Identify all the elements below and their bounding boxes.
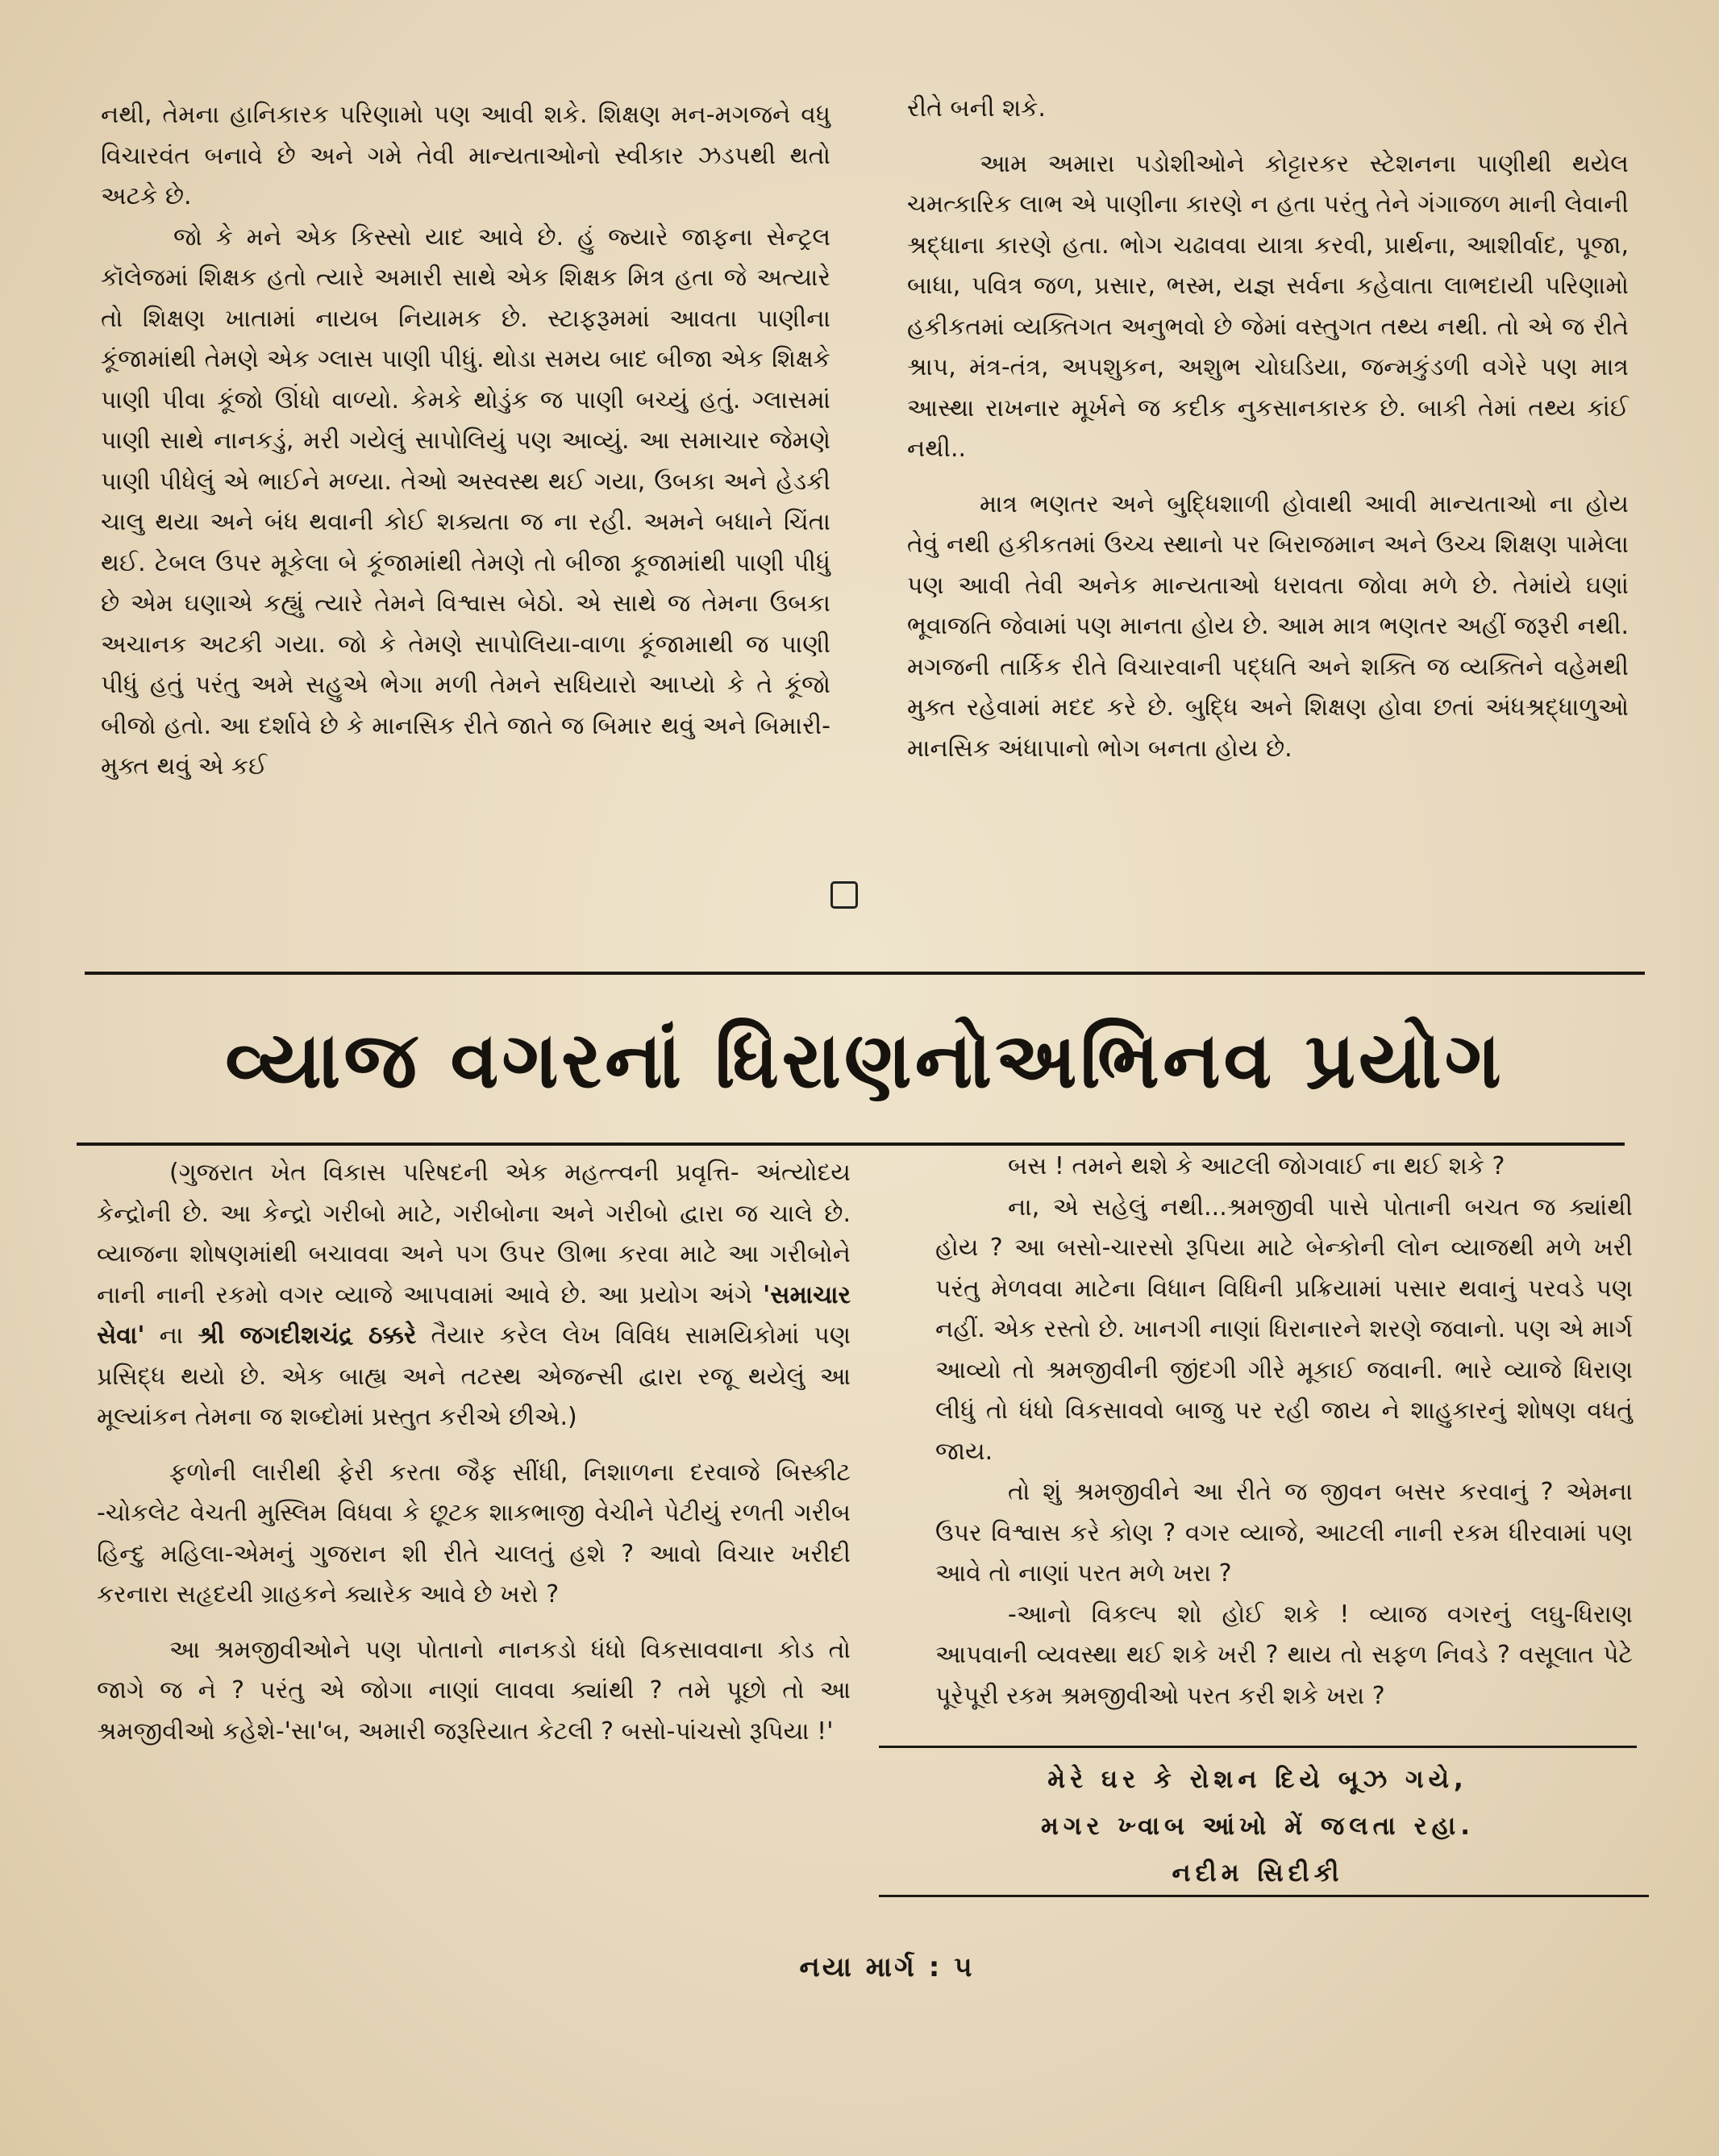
quote-line: મગર ખ્વાબ આંખો મેં જલતા રહા.	[1040, 1812, 1476, 1841]
paragraph: માત્ર ભણતર અને બુદ્ધિશાળી હોવાથી આવી માન્યતાઓ ના હોય તેવું નથી હકીકતમાં ઉચ્ચ સ્થાનો પર બિરાજમાન અને ઉચ્ચ શિક્ષણ પામેલા પણ આવી તેવી અનેક માન્યતાઓ ધરાવતા જોવા મળે છે. તેમાંયે ઘણાં ભૂવાજતિ જેવામાં પણ માનતા હોય છે. આમ માત્ર ભણતર અહીં જરૂરી નથી. મગજની તાર્કિક રીતે વિચારવાની પદ્ધતિ અને શક્તિ જ વ્યક્તિને વહેમથી મુક્ત રહેવામાં મદદ કરે છે. બુદ્ધિ અને શિક્ષણ હોવા છતાં અંધશ્રદ્ધાળુઓ માનસિક અંધાપાનો ભોગ બનતા હોય છે.	[907, 489, 1629, 763]
paragraph: રીતે બની શકે.	[907, 94, 1046, 123]
article-end-mark	[830, 881, 858, 909]
bottom-left-column	[97, 1153, 851, 1752]
paragraph: નથી, તેમના હાનિકારક પરિણામો પણ આવી શકે. શિક્ષણ મન-મગજને વધુ વિચારવંત બનાવે છે અને ગમે તેવી માન્યતાઓનો સ્વીકાર ઝડપથી થતો અટકે છે.	[101, 101, 830, 210]
paragraph: ના, એ સહેલું નથી...શ્રમજીવી પાસે પોતાની બચત જ ક્યાંથી હોય ? આ બસો-ચારસો રૂપિયા માટે બેન્કોની લોન વ્યાજથી મળે ખરી પરંતુ મેળવવા માટેના વિધાન વિધિની પ્રક્રિયામાં પસાર થવાનું પરવડે પણ નહીં. એક રસ્તો છે. ખાનગી નાણાં ધિરાનારને શરણે જવાનો. પણ એ માર્ગ આવ્યો તો શ્રમજીવીની જીંદગી ગીરે મૂકાઈ જવાની. ભારે વ્યાજે ધિરાણ લીધું તો ધંધો વિકસાવવો બાજુ પર રહી જાય ને શાહુકારનું શોષણ વધતું જાય.	[935, 1192, 1633, 1466]
quote-divider-top	[879, 1746, 1637, 1748]
paragraph: બસ ! તમને થશે કે આટલી જોગવાઈ ના થઈ શકે ?	[1008, 1152, 1505, 1180]
paragraph: આ શ્રમજીવીઓને પણ પોતાનો નાનકડો ધંધો વિકસાવવાના કોડ તો જાગે જ ને ? પરંતુ એ જોગા નાણાં લાવવા ક્યાંથી ? તમે પૂછો તો આ શ્રમજીવીઓ કહેશે-'સા'બ, અમારી જરૂરિયાત કેટલી ? બસો-પાંચસો રૂપિયા !'	[97, 1635, 851, 1746]
headline: વ્યાજ વગરનાં ધિરાણનોઅભિનવ પ્રયોગ	[225, 1015, 1505, 1105]
top-right-column	[907, 89, 1629, 769]
top-left-column	[101, 95, 830, 788]
quote-divider-bottom	[879, 1895, 1649, 1897]
intro-author: શ્રી જગદીશચંદ્ર ઠક્કરે	[198, 1321, 417, 1350]
bottom-right-column	[935, 1147, 1633, 1717]
divider-headline	[77, 1143, 1625, 1146]
intro-text: (ગુજરાત ખેત વિકાસ પરિષદની એક મહત્ત્વની પ્રવૃત્તિ- અંત્યોદય કેન્દ્રોની છે. આ કેન્દ્રો ગરીબો માટે, ગરીબોના અને ગરીબો દ્વારા જ ચાલે છે. વ્યાજના શોષણમાંથી બચાવવા અને પગ ઉપર ઊભા કરવા માટે આ ગરીબોને નાની નાની રકમો વગર વ્યાજે આપવામાં આવે છે. આ પ્રયોગ અંગે	[97, 1159, 851, 1309]
page-footer: નયા માર્ગ : ૫	[799, 1951, 975, 1983]
intro-paragraph	[97, 1153, 851, 1438]
paragraph: જો કે મને એક કિસ્સો યાદ આવે છે. હું જ્યારે જાફના સેન્ટ્રલ કૉલેજમાં શિક્ષક હતો ત્યારે અમારી સાથે એક શિક્ષક મિત્ર હતા જે અત્યારે તો શિક્ષણ ખાતામાં નાયબ નિયામક છે. સ્ટાફરૂમમાં આવતા પાણીના કૂંજામાંથી તેમણે એક ગ્લાસ પાણી પીધું. થોડા સમય બાદ બીજા એક શિક્ષકે પાણી પીવા કૂંજો ઊંધો વાળ્યો. કેમકે થોડુંક જ પાણી બચ્યું હતું. ગ્લાસમાં પાણી સાથે નાનકડું, મરી ગયેલું સાપોલિયું પણ આવ્યું. આ સમાચાર જેમણે પાણી પીધેલું એ ભાઈને મળ્યા. તેઓ અસ્વસ્થ થઈ ગયા, ઉબકા અને હેડકી ચાલુ થયા અને બંધ થવાની કોઈ શક્યતા જ ના રહી. અમને બધાને ચિંતા થઈ. ટેબલ ઉપર મૂકેલા બે કૂંજામાંથી તેમણે તો બીજા કૂજામાંથી પાણી પીધું છે એમ ઘણાએ કહ્યું ત્યારે તેમને વિશ્વાસ બેઠો. એ સાથે જ તેમના ઉબકા અચાનક અટકી ગયા. જો કે તેમણે સાપોલિયા-વાળા કૂંજામાથી જ પાણી પીધું હતું પરંતુ અમે સહુએ ભેગા મળી તેમને સધિયારો આપ્યો કે તે કૂંજો બીજો હતો. આ દર્શાવે છે કે માનસિક રીતે જાતે જ બિમાર થવું અને બિમારી-મુક્ત થવું એ કઈ	[101, 223, 830, 780]
quote-author: નદીમ સિદીકી	[1172, 1858, 1344, 1888]
divider-top	[85, 972, 1645, 975]
intro-text: ના	[144, 1321, 198, 1350]
quote-box	[879, 1756, 1637, 1896]
paragraph: તો શું શ્રમજીવીને આ રીતે જ જીવન બસર કરવાનું ? એમના ઉપર વિશ્વાસ કરે કોણ ? વગર વ્યાજે, આટલી નાની રકમ ધીરવામાં પણ આવે તો નાણાં પરત મળે ખરા ?	[935, 1478, 1633, 1588]
paragraph: ફળોની લારીથી ફેરી કરતા જૈફ સીંધી, નિશાળના દરવાજે બિસ્કીટ -ચોકલેટ વેચતી મુસ્લિમ વિધવા કે છૂટક શાકભાજી વેચીને પેટીયું રળતી ગરીબ હિન્દુ મહિલા-એમનું ગુજરાન શી રીતે ચાલતું હશે ? આવો વિચાર ખરીદી કરનારા સહૃદયી ગ્રાહકને ક્યારેક આવે છે ખરો ?	[97, 1458, 851, 1609]
paragraph: આમ અમારા પડોશીઓને કોટ્ટારકર સ્ટેશનના પાણીથી થયેલ ચમત્કારિક લાભ એ પાણીના કારણે ન હતા પરંતુ તેને ગંગાજળ માની લેવાની શ્રદ્ધાના કારણે હતા. ભોગ ચઢાવવા યાત્રા કરવી, પ્રાર્થના, આશીર્વાદ, પૂજા, બાધા, પવિત્ર જળ, પ્રસાર, ભસ્મ, યજ્ઞ સર્વના કહેવાતા લાભદાયી પરિણામો હકીકતમાં વ્યક્તિગત અનુભવો છે જેમાં વસ્તુગત તથ્ય નથી. તો એ જ રીતે શ્રાપ, મંત્ર-તંત્ર, અપશુકન, અશુભ ચોઘડિયા, જન્મકુંડળી વગેરે પણ માત્ર આસ્થા રાખનાર મૂર્ખને જ કદીક નુકસાનકારક છે. બાકી તેમાં તથ્ય કાંઈ નથી..	[907, 149, 1629, 463]
intro-source: 'સમાચાર સેવા'	[97, 1280, 851, 1350]
paragraph: -આનો વિકલ્પ શો હોઈ શકે ! વ્યાજ વગરનું લઘુ-ધિરાણ આપવાની વ્યવસ્થા થઈ શકે ખરી ? થાય તો સફળ નિવડે ? વસૂલાત પેટે પૂરેપૂરી રકમ શ્રમજીવીઓ પરત કરી શકે ખરા ?	[935, 1600, 1633, 1710]
quote-line: મેરે ઘર કે રોશન દિયે બૂઝ ગયે,	[1047, 1765, 1468, 1794]
intro-text: તૈયાર કરેલ લેખ વિવિધ સામયિકોમાં પણ પ્રસિદ્ધ થયો છે. એક બાહ્ય અને તટસ્થ એજન્સી દ્વારા રજૂ થયેલું આ મૂલ્યાંકન તેમના જ શબ્દોમાં પ્રસ્તુત કરીએ છીએ.)	[97, 1321, 851, 1431]
